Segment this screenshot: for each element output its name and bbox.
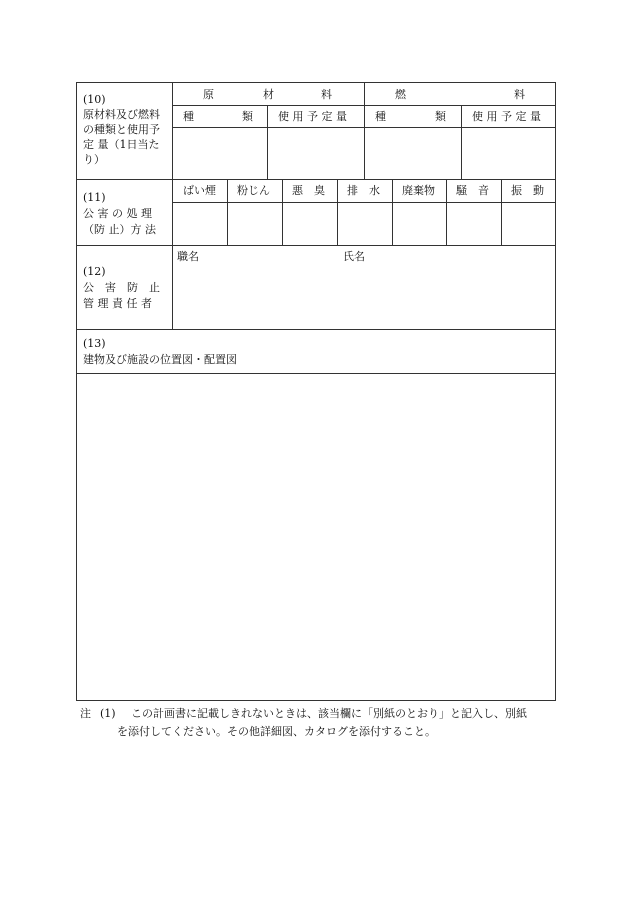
pollution-column-header: ばい煙 bbox=[183, 184, 216, 197]
fuel-header-char: 料 bbox=[514, 88, 525, 101]
section-10-label-line: 定 量（1日当た bbox=[83, 138, 160, 151]
section-10-label-line: の種類と使用予 bbox=[83, 123, 160, 136]
waste-method-field[interactable] bbox=[393, 203, 446, 245]
section-12-label-line: 公 害 防 止 bbox=[83, 281, 160, 294]
raw-material-amount-field[interactable] bbox=[268, 128, 364, 179]
manager-position-field[interactable] bbox=[173, 265, 333, 329]
kind-header-char: 種 bbox=[183, 110, 194, 123]
note-line: この計画書に記載しきれないときは、該当欄に「別紙のとおり」と記入し、別紙 bbox=[131, 707, 527, 720]
section-10-label-line: り） bbox=[83, 153, 105, 166]
odor-method-field[interactable] bbox=[283, 203, 337, 245]
vibration-method-field[interactable] bbox=[502, 203, 555, 245]
section-10-label-line: 原材料及び燃料 bbox=[83, 108, 160, 121]
position-label: 職名 bbox=[177, 250, 199, 263]
raw-material-kind-field[interactable] bbox=[173, 128, 267, 179]
note-line: を添付してください。その他詳細図、カタログを添付すること。 bbox=[117, 725, 436, 738]
section-12-label-line: 管 理 責 任 者 bbox=[83, 297, 152, 310]
pollution-column-header: 廃棄物 bbox=[402, 184, 435, 197]
section-13-number: (13) bbox=[83, 337, 106, 350]
fuel-amount-field[interactable] bbox=[462, 128, 555, 179]
section-13-label: 建物及び施設の位置図・配置図 bbox=[83, 353, 237, 366]
amount-header: 使 用 予 定 量 bbox=[278, 110, 347, 123]
amount-header: 使 用 予 定 量 bbox=[472, 110, 541, 123]
section-10-number: (10) bbox=[83, 93, 106, 106]
raw-material-header-char: 材 bbox=[263, 88, 274, 101]
section-11-label-line: （防 止）方 法 bbox=[83, 223, 156, 236]
raw-material-header-char: 原 bbox=[203, 88, 214, 101]
noise-method-field[interactable] bbox=[447, 203, 501, 245]
name-label: 氏名 bbox=[343, 250, 365, 263]
section-11-number: (11) bbox=[83, 191, 106, 204]
fuel-header-char: 燃 bbox=[395, 88, 406, 101]
dust-method-field[interactable] bbox=[228, 203, 282, 245]
pollution-column-header: 騒 音 bbox=[456, 184, 489, 197]
divider bbox=[77, 329, 555, 330]
section-11-label-line: 公 害 の 処 理 bbox=[83, 207, 152, 220]
manager-name-field[interactable] bbox=[339, 265, 555, 329]
divider bbox=[77, 179, 555, 180]
pollution-column-header: 排 水 bbox=[347, 184, 380, 197]
kind-header-char: 類 bbox=[242, 110, 253, 123]
smoke-method-field[interactable] bbox=[173, 203, 227, 245]
pollution-column-header: 振 動 bbox=[511, 184, 544, 197]
pollution-column-header: 悪 臭 bbox=[292, 184, 325, 197]
section-12-number: (12) bbox=[83, 265, 106, 278]
kind-header-char: 種 bbox=[375, 110, 386, 123]
plan-form-table bbox=[76, 82, 556, 701]
kind-header-char: 類 bbox=[435, 110, 446, 123]
pollution-column-header: 粉じん bbox=[237, 184, 270, 197]
wastewater-method-field[interactable] bbox=[338, 203, 392, 245]
note-prefix: 注 bbox=[80, 707, 91, 720]
divider bbox=[77, 245, 555, 246]
site-layout-drawing-area[interactable] bbox=[78, 374, 555, 700]
fuel-kind-field[interactable] bbox=[365, 128, 461, 179]
raw-material-header-char: 料 bbox=[321, 88, 332, 101]
note-number: (1) bbox=[100, 707, 116, 720]
